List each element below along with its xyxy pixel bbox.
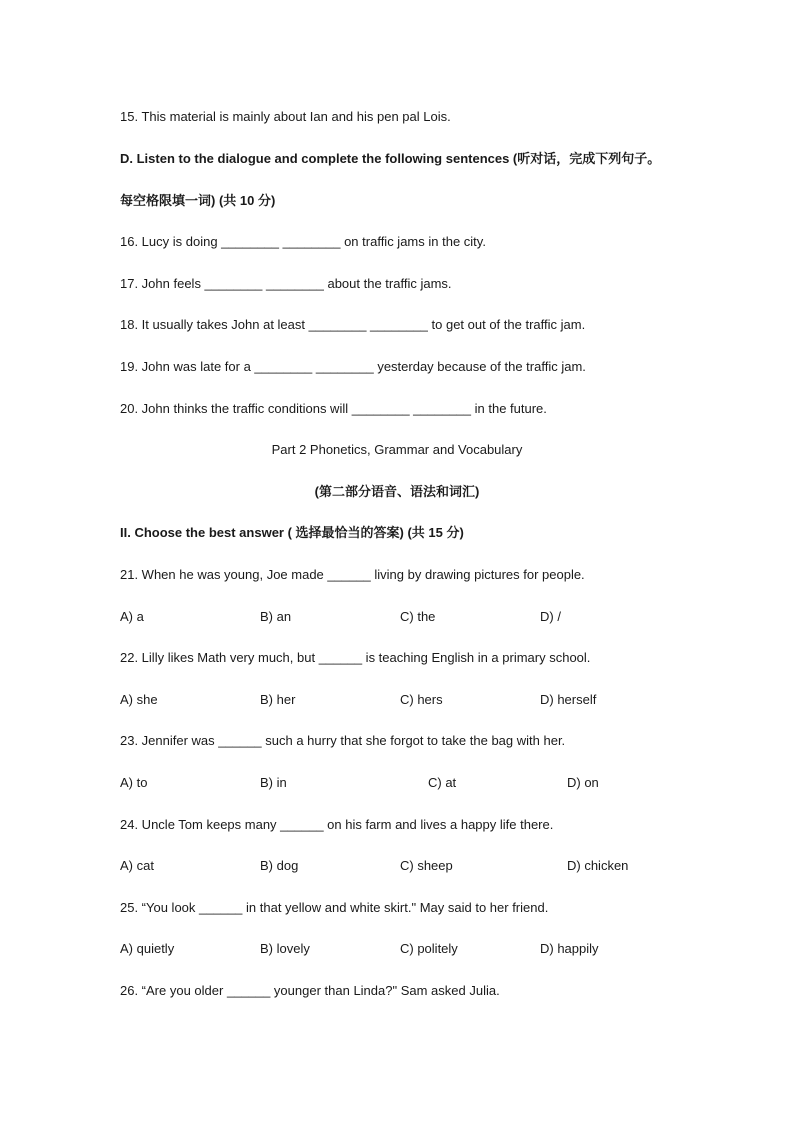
option-c: C) at <box>428 775 457 790</box>
question-21: 21. When he was young, Joe made ______ living by drawing pictures for people. <box>120 567 585 582</box>
option-c: C) the <box>400 609 436 624</box>
option-c: C) sheep <box>400 858 453 873</box>
option-b: B) lovely <box>260 941 310 956</box>
question-22: 22. Lilly likes Math very much, but ______ is teaching English in a primary school. <box>120 650 591 665</box>
option-d: D) chicken <box>567 858 629 873</box>
section-d-heading-continued: 每空格限填一词) (共 10 分) <box>120 193 276 208</box>
option-a: A) quietly <box>120 941 175 956</box>
part-2-title: Part 2 Phonetics, Grammar and Vocabulary <box>271 442 523 457</box>
question-15: 15. This material is mainly about Ian and his pen pal Lois. <box>120 109 451 124</box>
question-17: 17. John feels ________ ________ about the traffic jams. <box>120 276 452 291</box>
question-26: 26. “Are you older ______ younger than Linda?" Sam asked Julia. <box>120 983 500 998</box>
option-c: C) hers <box>400 692 443 707</box>
question-23: 23. Jennifer was ______ such a hurry that she forgot to take the bag with her. <box>120 733 566 748</box>
option-b: B) an <box>260 609 292 624</box>
option-a: A) she <box>120 692 158 707</box>
option-b: B) her <box>260 692 296 707</box>
question-25: 25. “You look ______ in that yellow and white skirt." May said to her friend. <box>120 900 549 915</box>
option-d: D) on <box>567 775 599 790</box>
question-16: 16. Lucy is doing ________ ________ on traffic jams in the city. <box>120 234 486 249</box>
part-2-chinese-title: (第二部分语音、语法和词汇) <box>314 484 480 499</box>
option-b: B) in <box>260 775 287 790</box>
question-19: 19. John was late for a ________ ________ yesterday because of the traffic jam. <box>120 359 586 374</box>
option-a: A) a <box>120 609 144 624</box>
option-c: C) politely <box>400 941 458 956</box>
section-d-heading: D. Listen to the dialogue and complete the following sentences (听对话，完成下列句子。 <box>120 151 661 166</box>
question-24: 24. Uncle Tom keeps many ______ on his farm and lives a happy life there. <box>120 817 554 832</box>
option-a: A) to <box>120 775 148 790</box>
question-18: 18. It usually takes John at least ________ ________ to get out of the traffic jam. <box>120 317 586 332</box>
section-ii-heading: II. Choose the best answer ( 选择最恰当的答案) (共 15 分) <box>120 525 464 540</box>
option-d: D) / <box>540 609 561 624</box>
option-a: A) cat <box>120 858 154 873</box>
option-d: D) herself <box>540 692 597 707</box>
question-20: 20. John thinks the traffic conditions will ________ ________ in the future. <box>120 401 547 416</box>
option-d: D) happily <box>540 941 599 956</box>
option-b: B) dog <box>260 858 299 873</box>
